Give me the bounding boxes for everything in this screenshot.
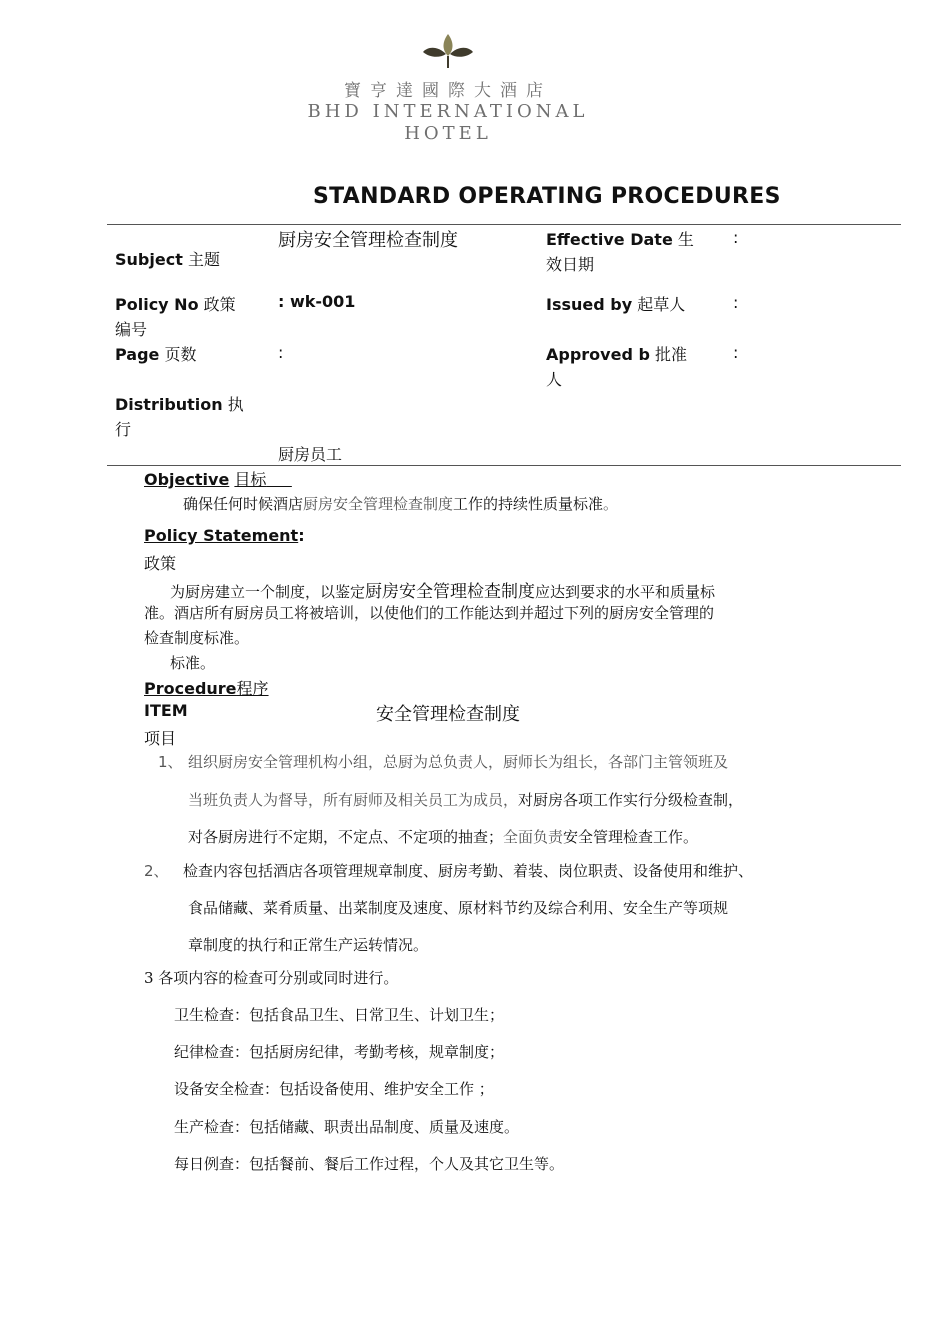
logo-english-hotel: HOTEL	[404, 123, 492, 144]
effective-date-label: Effective Date 生	[546, 230, 694, 249]
header-top-divider	[107, 224, 901, 225]
item-1-line-3: 对各厨房进行不定期，不定点、不定项的抽查；全面负责安全管理检查工作。	[188, 828, 699, 846]
policy-line-1: 为厨房建立一个制度，以鉴定厨房安全管理检查制度应达到要求的水平和质量标	[170, 582, 716, 602]
logo-chinese-name: 寶亨達國際大酒店	[344, 81, 552, 101]
item-2-number: 2、	[144, 862, 169, 880]
subject-value: 厨房安全管理检查制度	[278, 230, 458, 251]
check-discipline: 纪律检查：包括厨房纪律，考勤考核，规章制度；	[174, 1043, 505, 1061]
distribution-label-cont: 行	[115, 420, 132, 439]
item-2-line-3: 章制度的执行和正常生产运转情况。	[188, 936, 429, 954]
policy-line-2: 准。酒店所有厨房员工将被培训，以使他们的工作能达到并超过下列的厨房安全管理的	[144, 604, 715, 622]
page-value: :	[278, 343, 284, 362]
procedure-heading: Procedure程序	[144, 679, 269, 698]
policy-no-value: : wk-001	[278, 292, 356, 311]
item-2-line-2: 食品储藏、菜肴质量、出菜制度及速度、原材料节约及综合利用、安全生产等项规	[188, 899, 729, 917]
policy-line-4: 标准。	[170, 654, 216, 672]
effective-date-label-cont: 效日期	[546, 255, 595, 274]
distribution-value: 厨房员工	[278, 445, 343, 464]
approved-by-label: Approved b 批准	[546, 345, 688, 364]
procedure-column-title: 安全管理检查制度	[376, 704, 520, 725]
check-daily: 每日例查：包括餐前、餐后工作过程，个人及其它卫生等。	[174, 1155, 565, 1173]
check-equipment-safety: 设备安全检查：包括设备使用、维护安全工作 ；	[174, 1080, 494, 1098]
hotel-logo-leaf-icon	[420, 30, 476, 70]
check-hygiene: 卫生检查：包括食品卫生、日常卫生、计划卫生；	[174, 1006, 505, 1024]
policy-no-label-cont: 编号	[115, 320, 148, 339]
item-1-line-1: 组织厨房安全管理机构小组，总厨为总负责人，厨师长为组长，各部门主管领班及	[188, 753, 729, 771]
objective-heading: Objective 目标	[144, 470, 267, 489]
item-3-text: 3 各项内容的检查可分别或同时进行。	[144, 969, 399, 987]
item-label: ITEM	[144, 701, 188, 720]
effective-date-value: :	[733, 228, 739, 247]
document-title: STANDARD OPERATING PROCEDURES	[313, 184, 781, 209]
policy-no-label: Policy No 政策	[115, 295, 236, 314]
check-production: 生产检查：包括储藏、职责出品制度、质量及速度。	[174, 1118, 520, 1136]
logo-english-name: BHD INTERNATIONAL	[307, 101, 589, 122]
policy-statement-heading: Policy Statement:	[144, 526, 305, 545]
approved-by-label-cont: 人	[546, 370, 563, 389]
policy-line-3: 检查制度标准。	[144, 629, 250, 647]
subject-label: Subject 主题	[115, 250, 220, 269]
item-1-number: 1、	[158, 753, 183, 771]
distribution-label: Distribution 执	[115, 395, 244, 414]
item-label-cn: 项目	[144, 729, 177, 748]
item-2-line-1: 检查内容包括酒店各项管理规章制度、厨房考勤、着装、岗位职责、设备使用和维护、	[183, 862, 754, 880]
page-label: Page 页数	[115, 345, 197, 364]
approved-by-value: :	[733, 343, 739, 362]
policy-statement-heading-cn: 政策	[144, 554, 177, 573]
issued-by-value: :	[733, 293, 739, 312]
issued-by-label: Issued by 起草人	[546, 295, 686, 314]
header-bottom-divider	[107, 465, 901, 466]
item-1-line-2: 当班负责人为督导，所有厨师及相关员工为成员，对厨房各项工作实行分级检查制，	[188, 791, 744, 809]
objective-text: 确保任何时候酒店厨房安全管理检查制度工作的持续性质量标准。	[183, 495, 619, 513]
